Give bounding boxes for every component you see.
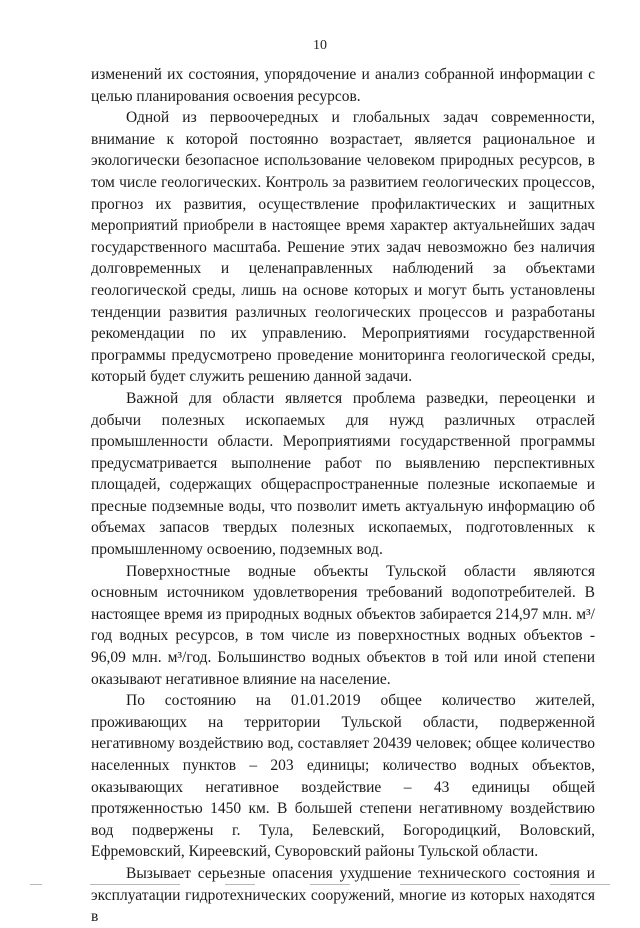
scan-mark: [30, 884, 42, 885]
scan-mark: [225, 884, 255, 885]
scan-mark: [550, 884, 610, 885]
paragraph-3: Важной для области является проблема разведки, переоценки и добычи полезных ископаемых для нужд различных отраслей промышленности области. Мероприятиями государственной программы предусматривается выполнение работ по выявлению перспективных площадей, содержащих общераспространенные полезные ископаемые и пресные подземные воды, что позволит иметь актуальную информацию об объемах запасов твердых полезных ископаемых, подготовленных к промышленному освоению, подземных вод.: [91, 389, 595, 559]
paragraph-5: По состоянию на 01.01.2019 общее количество жителей, проживающих на территории Тульской области, подверженной негативному воздействию вод, составляет 20439 человек; общее количество населенных пунктов – 203 единицы; количество водных объектов, оказывающих негативное воздействие – 43 единицы общей протяженностью 1450 км. В большей степени негативному воздействию вод подвержены г. Тула, Белевский, Богородицкий, Воловский, Ефремовский, Киреевский, Суворовский районы Тульской области.: [91, 692, 595, 861]
document-body: [91, 64, 595, 928]
scan-mark: [400, 884, 520, 885]
paragraph-6: Вызывает серьезные опасения ухудшение технического состояния и эксплуатации гидротехнических сооружений, многие из которых находятся в: [91, 864, 595, 926]
paragraph-2: Одной из первоочередных и глобальных задач современности, внимание к которой постоянно возрастает, является рациональное и экологически безопасное использование человеком природных ресурсов, в том числе геологических. Контроль за развитием геологических процессов, прогноз их развития, осуществление профилактических и защитных мероприятий приобрели в настоящее время характер актуальнейших задач государственного масштаба. Решение этих задач невозможно без наличия долговременных и целенаправленных наблюдений за объектами геологической среды, лишь на основе которых и могут быть установлены тенденции развития различных геологических процессов и разработаны рекомендации по их управлению. Мероприятиями государственной программы предусмотрено проведение мониторинга геологической среды, который будет служить решению данной задачи.: [91, 109, 595, 386]
paragraph-1: изменений их состояния, упорядочение и анализ собранной информации с целью планирования освоения ресурсов.: [91, 66, 595, 105]
scan-mark: [310, 884, 350, 885]
paragraph-4: Поверхностные водные объекты Тульской области являются основным источником удовлетворения требований водопотребителей. В настоящее время из природных водных объектов забирается 214,97 млн. м³/год водных ресурсов, в том числе из поверхностных водных объектов - 96,09 млн. м³/год. Большинство водных объектов в той или иной степени оказывают негативное влияние на население.: [91, 562, 595, 688]
scan-artifacts: [30, 880, 610, 890]
page-number: 10: [313, 38, 327, 53]
scan-mark: [90, 884, 180, 885]
